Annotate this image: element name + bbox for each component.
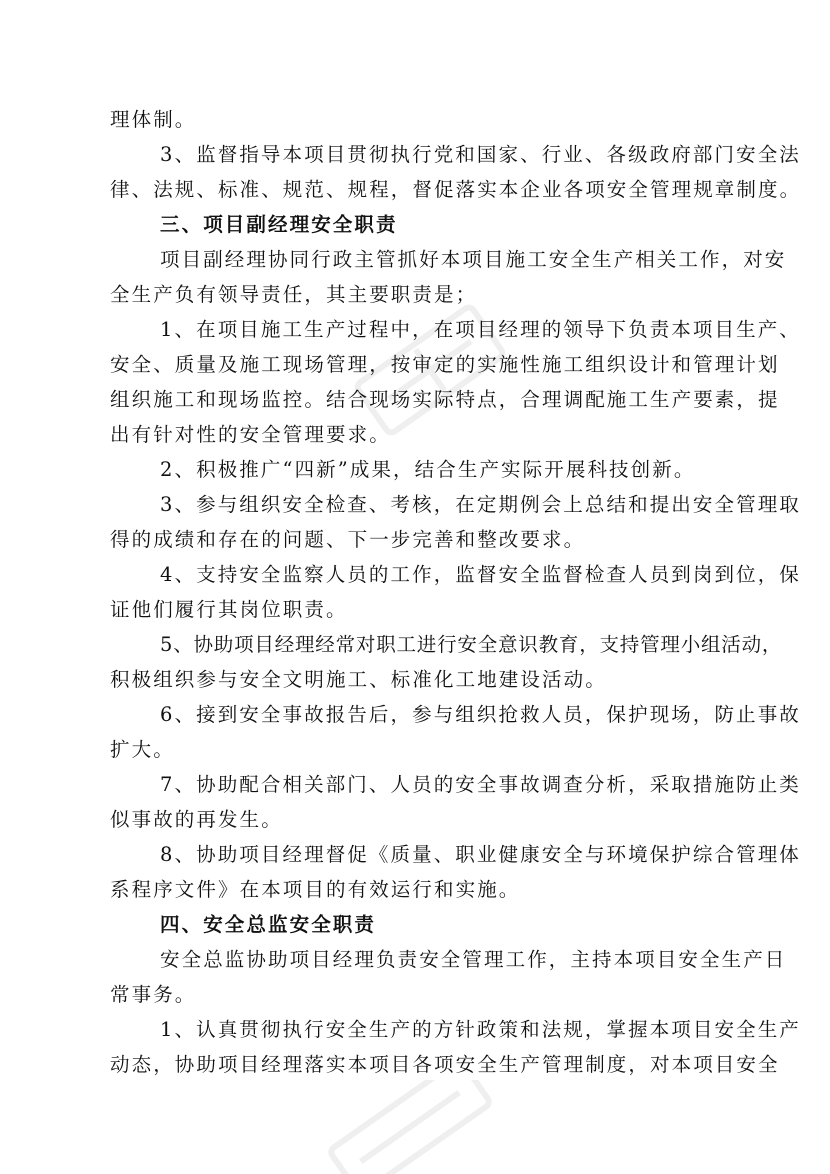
paragraph-line: 1、认真贯彻执行安全生产的方针政策和法规，掌握本项目安全生产 xyxy=(160,1018,801,1041)
watermark-icon xyxy=(290,1080,530,1174)
paragraph-line: 系程序文件》在本项目的有效运行和实施。 xyxy=(110,878,521,901)
paragraph-line: 安全总监协助项目经理负责安全管理工作，主持本项目安全生产日 xyxy=(160,948,787,971)
section-heading: 三、项目副经理安全职责 xyxy=(160,213,398,236)
paragraph-line: 4、支持安全监察人员的工作，监督安全监督检查人员到岗到位，保 xyxy=(160,563,801,586)
paragraph-line: 组织施工和现场监控。结合现场实际特点，合理调配施工生产要素，提 xyxy=(110,388,780,411)
paragraph-line: 积极组织参与安全文明施工、标准化工地建设活动。 xyxy=(110,668,607,691)
paragraph-line: 项目副经理协同行政主管抓好本项目施工安全生产相关工作，对安 xyxy=(160,248,787,271)
paragraph-line: 常事务。 xyxy=(110,983,197,1006)
paragraph-line: 1、在项目施工生产过程中，在项目经理的领导下负责本项目生产、 xyxy=(160,318,801,341)
paragraph-line: 全生产负有领导责任，其主要职责是； xyxy=(110,283,478,306)
paragraph-line: 扩大。 xyxy=(110,738,175,761)
paragraph-line: 似事故的再发生。 xyxy=(110,808,283,831)
paragraph-line: 证他们履行其岗位职责。 xyxy=(110,598,348,621)
paragraph-line: 得的成绩和存在的问题、下一步完善和整改要求。 xyxy=(110,528,586,551)
section-heading: 四、安全总监安全职责 xyxy=(160,913,377,936)
paragraph-line: 5、协助项目经理经常对职工进行安全意识教育，支持管理小组活动， xyxy=(160,633,783,656)
paragraph-line: 7、协助配合相关部门、人员的安全事故调查分析，采取措施防止类 xyxy=(160,773,801,796)
paragraph-line: 安全、质量及施工现场管理，按审定的实施性施工组织设计和管理计划 xyxy=(110,353,780,376)
paragraph-line: 3、监督指导本项目贯彻执行党和国家、行业、各级政府部门安全法 xyxy=(160,143,801,166)
paragraph-line: 动态，协助项目经理落实本项目各项安全生产管理制度，对本项目安全 xyxy=(110,1053,780,1076)
paragraph-line: 出有针对性的安全管理要求。 xyxy=(110,423,391,446)
paragraph-line: 8、协助项目经理督促《质量、职业健康安全与环境保护综合管理体 xyxy=(160,843,801,866)
paragraph-line: 3、参与组织安全检查、考核，在定期例会上总结和提出安全管理取 xyxy=(160,493,801,516)
paragraph-line: 理体制。 xyxy=(110,108,197,131)
paragraph-line: 6、接到安全事故报告后，参与组织抢救人员，保护现场，防止事故 xyxy=(160,703,801,726)
paragraph-line: 律、法规、标准、规范、规程，督促落实本企业各项安全管理规章制度。 xyxy=(110,178,802,201)
paragraph-line: 2、积极推广“四新”成果，结合生产实际开展科技创新。 xyxy=(160,458,696,481)
